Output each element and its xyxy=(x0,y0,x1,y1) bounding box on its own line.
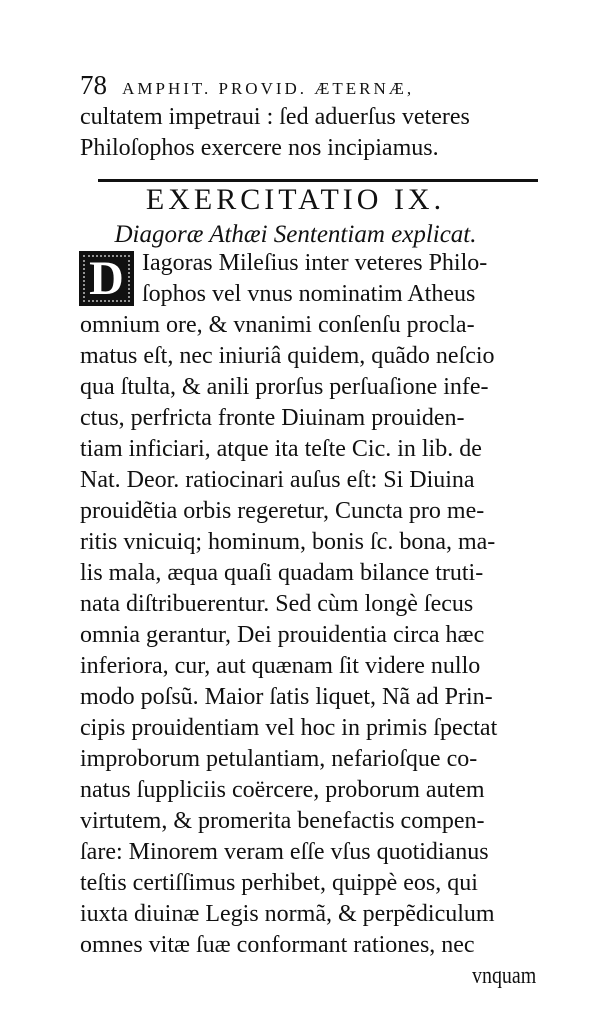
body-line: prouidẽtia orbis regeretur, Cuncta pro me- xyxy=(80,498,485,524)
body-line: ſophos vel vnus nominatim Atheus xyxy=(142,281,476,307)
running-head xyxy=(80,70,414,101)
body-line: modo poſsũ. Maior ſatis liquet, Nã ad Prin- xyxy=(80,684,493,710)
body-line: ctus, perfricta fronte Diuinam prouiden- xyxy=(80,405,465,431)
body-line: ritis vnicuiq; hominum, bonis ſc. bona, ma- xyxy=(80,529,496,555)
section-subtitle: Diagoræ Athæi Sententiam explicat. xyxy=(114,221,477,248)
drop-cap-letter: D xyxy=(89,251,124,305)
running-title: AMPHIT. PROVID. ÆTERNÆ, xyxy=(122,79,415,98)
body-line: omnes vitæ ſuæ conformant rationes, nec xyxy=(80,932,475,958)
intro-line: Philoſophos exercere nos incipiamus. xyxy=(80,135,439,161)
body-line: lis mala, æqua quaſi quadam bilance truti- xyxy=(80,560,484,586)
catchword: vnquam xyxy=(472,963,537,989)
body-line: cipis prouidentiam vel hoc in primis ſpectat xyxy=(80,715,498,741)
body-line: omnium ore, & vnanimi conſenſu procla- xyxy=(80,312,475,338)
body-line: tiam inficiari, atque ita teſte Cic. in lib. de xyxy=(80,436,482,462)
body-line: ſare: Minorem veram eſſe vſus quotidianus xyxy=(80,839,489,865)
body-line: Nat. Deor. ratiocinari auſus eſt: Si Diuina xyxy=(80,467,475,493)
section-heading: EXERCITATIO IX. xyxy=(145,183,446,216)
drop-cap-ornament xyxy=(79,251,134,306)
body-line: teſtis certiſſimus perhibet, quippè eos, qui xyxy=(80,870,478,896)
body-line: nata diſtribuerentur. Sed cùm longè ſecus xyxy=(80,591,474,617)
body-line: matus eſt, nec iniuriâ quidem, quãdo neſcio xyxy=(80,343,495,369)
body-line: inferiora, cur, aut quænam ſit videre nullo xyxy=(80,653,481,679)
body-line: qua ſtulta, & anili prorſus perſuaſione infe- xyxy=(80,374,489,400)
body-line: omnia gerantur, Dei prouidentia circa hæc xyxy=(80,622,485,648)
intro-line: cultatem impetraui : ſed aduerſus veteres xyxy=(80,104,470,130)
page-number: 78 xyxy=(80,70,107,100)
section-rule xyxy=(98,179,538,182)
body-line: improborum petulantiam, nefarioſque co- xyxy=(80,746,478,772)
body-line: Iagoras Mileſius inter veteres Philo- xyxy=(142,250,488,276)
body-line: iuxta diuinæ Legis normã, & perpẽdiculum xyxy=(80,901,495,927)
body-line: natus ſuppliciis coërcere, proborum autem xyxy=(80,777,485,803)
body-line: virtutem, & promerita benefactis compen- xyxy=(80,808,485,834)
